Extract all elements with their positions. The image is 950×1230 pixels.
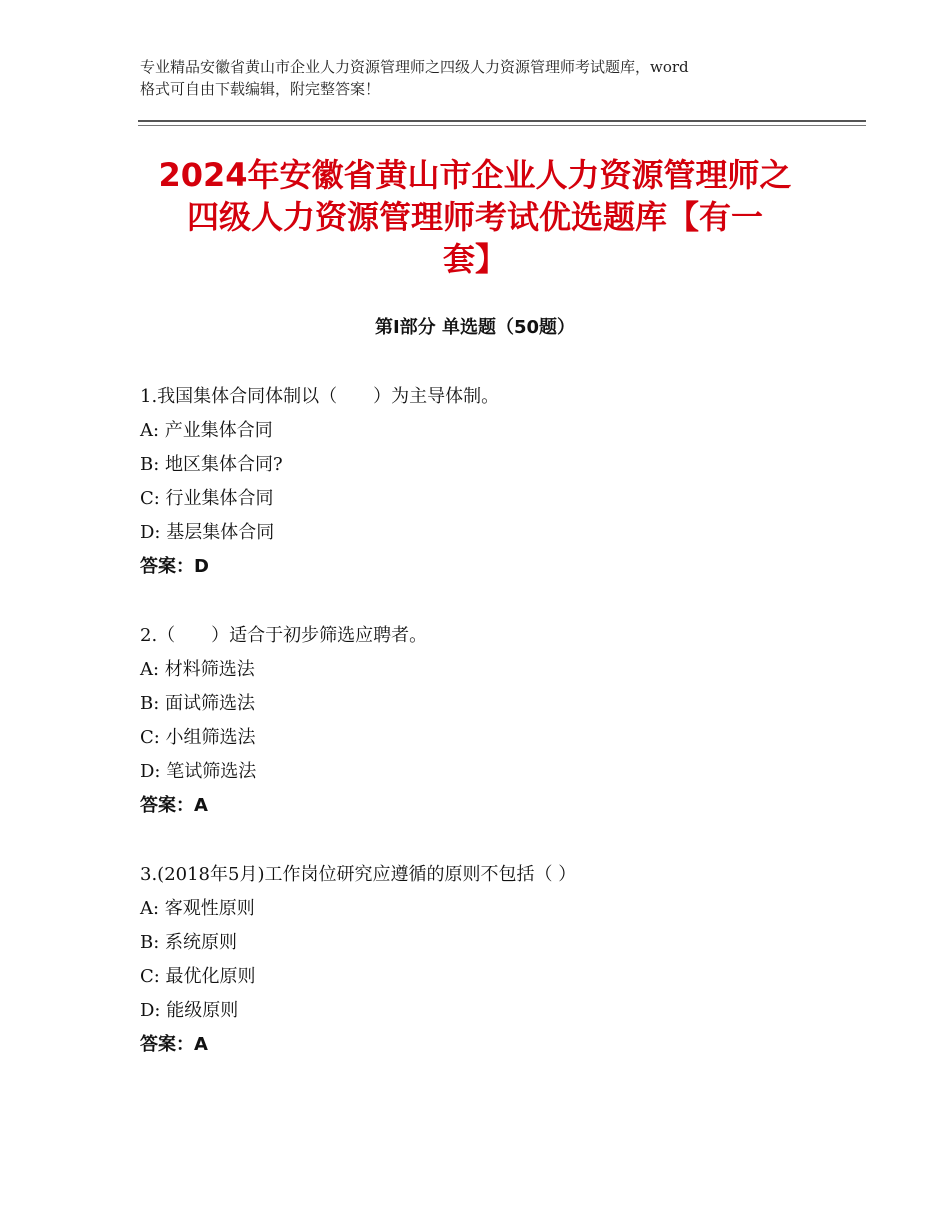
header-divider-thick: [138, 120, 866, 122]
header-divider-thin: [138, 125, 866, 126]
question-stem: 3.(2018年5月)工作岗位研究应遵循的原则不包括（ ）: [140, 864, 577, 885]
option-a: A: 客观性原则: [140, 898, 255, 919]
answer: 答案：A: [140, 795, 208, 816]
question-2: [140, 619, 830, 823]
option-d: D: 能级原则: [140, 1000, 239, 1021]
option-c: C: 行业集体合同: [140, 488, 274, 509]
option-b: B: 地区集体合同?: [140, 454, 283, 475]
document-title: [120, 154, 830, 280]
option-d: D: 基层集体合同: [140, 522, 275, 543]
question-3: [140, 858, 830, 1062]
document-title-line-2: 四级人力资源管理师考试优选题库【有一: [186, 198, 763, 236]
option-a: A: 产业集体合同: [140, 420, 273, 441]
section-title: 第Ⅰ部分 单选题（50题）: [374, 317, 575, 338]
header-note-line-1: 专业精品安徽省黄山市企业人力资源管理师之四级人力资源管理师考试题库，word: [140, 58, 689, 76]
option-c: C: 小组筛选法: [140, 727, 256, 748]
question-stem: 2.（ ）适合于初步筛选应聘者。: [140, 625, 428, 646]
option-c: C: 最优化原则: [140, 966, 256, 987]
answer: 答案：A: [140, 1034, 208, 1055]
option-b: B: 面试筛选法: [140, 693, 256, 714]
option-a: A: 材料筛选法: [140, 659, 255, 680]
question-stem: 1.我国集体合同体制以（ ）为主导体制。: [140, 386, 500, 407]
header-note: [140, 56, 830, 100]
option-b: B: 系统原则: [140, 932, 238, 953]
document-title-line-1: 2024年安徽省黄山市企业人力资源管理师之: [158, 156, 792, 194]
document-title-line-3: 套】: [442, 240, 507, 278]
question-1: [140, 380, 830, 584]
answer: 答案：D: [140, 556, 209, 577]
option-d: D: 笔试筛选法: [140, 761, 257, 782]
header-note-line-2: 格式可自由下载编辑，附完整答案！: [140, 80, 381, 98]
